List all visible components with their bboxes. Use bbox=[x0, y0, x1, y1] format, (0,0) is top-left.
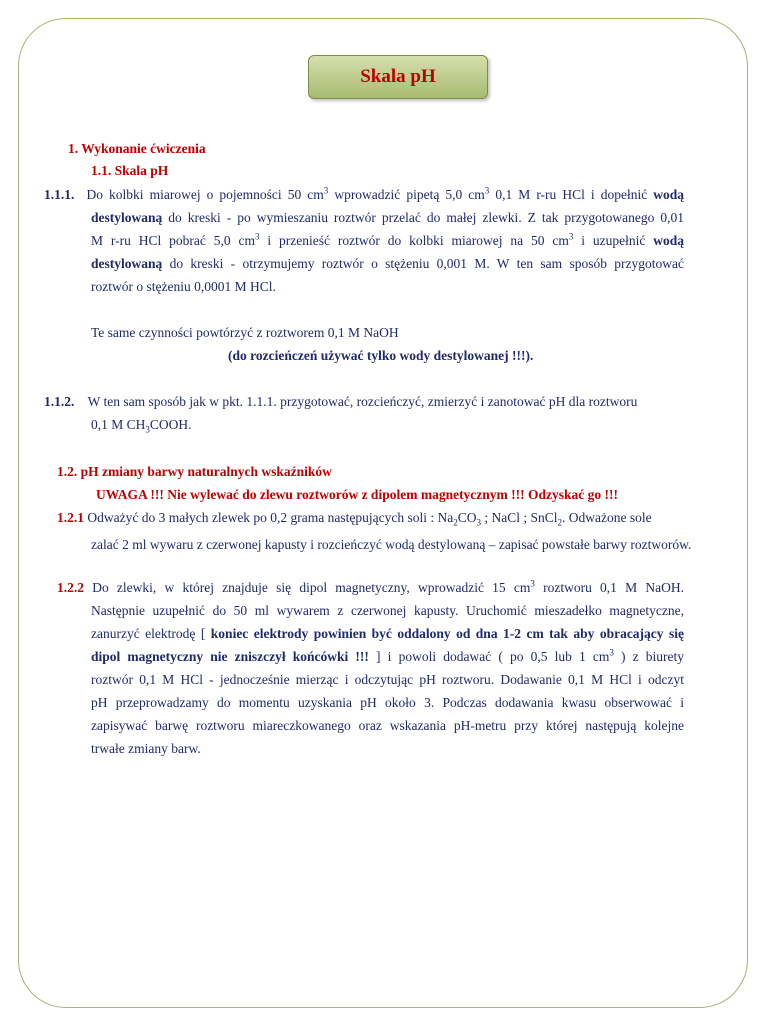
text: wprowadzić pipetą 5,0 cm bbox=[328, 187, 485, 202]
paragraph-111-line6: Te same czynności powtórzyć z roztworem 0,1 M NaOH bbox=[91, 325, 399, 340]
subsection-heading: 1.1. Skala pH bbox=[91, 163, 169, 178]
warning-text: UWAGA !!! Nie wylewać do zlewu roztworów z dipolem magnetycznym !!! Odzyskać go !!! bbox=[96, 487, 619, 502]
paragraph-111-line4 bbox=[91, 252, 684, 275]
text: do kreski - po wymieszaniu roztwór przelać do małej zlewki. Z tak przygotowanego 0,01 bbox=[162, 210, 684, 225]
paragraph-112-line2 bbox=[91, 413, 192, 436]
bold-text: destylowaną bbox=[91, 256, 163, 271]
item-number: 1.2.2 bbox=[57, 580, 84, 595]
bold-text: koniec elektrody powinien być oddalony od dna 1-2 cm tak aby obracający się bbox=[210, 626, 684, 641]
section-heading-12: 1.2. pH zmiany barwy naturalnych wskaźników bbox=[57, 464, 332, 479]
text: M r-ru HCl pobrać 5,0 cm bbox=[91, 233, 255, 248]
bold-text: wodą bbox=[653, 233, 685, 248]
subscript: 3 bbox=[145, 424, 150, 435]
paragraph-111-line2 bbox=[91, 206, 684, 229]
paragraph-121-line1 bbox=[57, 506, 737, 529]
subscript: 2 bbox=[557, 517, 563, 528]
text: ; NaCl ; SnCl bbox=[481, 510, 558, 525]
bold-text: destylowaną bbox=[91, 210, 163, 225]
text: 0,1 M r-ru HCl i dopełnić bbox=[489, 187, 654, 202]
superscript: 3 bbox=[530, 578, 535, 589]
item-number: 1.2.1 bbox=[57, 510, 84, 525]
superscript: 3 bbox=[568, 231, 574, 242]
paragraph-122-line8: trwałe zmiany barw. bbox=[91, 741, 201, 756]
item-number: 1.1.2. bbox=[44, 394, 75, 409]
item-number: 1.1.1. bbox=[44, 187, 75, 202]
superscript: 3 bbox=[254, 231, 260, 242]
bold-text: dipol magnetyczny nie zniszczył końcówki !!! bbox=[91, 649, 369, 664]
text: Do kolbki miarowej o pojemności 50 cm bbox=[86, 187, 324, 202]
text: do kreski - otrzymujemy roztwór o stężeniu 0,001 M. W ten sam sposób przygotować bbox=[162, 256, 684, 271]
paragraph-122-line5: roztwór 0,1 M HCl - jednocześnie mierząc i odczytując pH roztworu. Dodawanie 0,1 M HCl i odczyt bbox=[91, 672, 684, 687]
page-title: Skala pH bbox=[360, 66, 436, 87]
superscript: 3 bbox=[323, 185, 329, 196]
paragraph-112-line1 bbox=[44, 390, 684, 413]
title-box bbox=[308, 55, 488, 99]
text: Odważyć do 3 małych zlewek po 0,2 grama następujących soli : Na bbox=[84, 510, 454, 525]
text: ] i powoli dodawać ( po 0,5 lub 1 cm bbox=[368, 649, 610, 664]
text: W ten sam sposób jak w pkt. 1.1.1. przygotować, rozcieńczyć, zmierzyć i zanotować pH dla roztworu bbox=[87, 394, 638, 409]
paragraph-122-line1 bbox=[57, 576, 684, 599]
text: i przenieść roztwór do kolbki miarowej na 50 cm bbox=[259, 233, 569, 248]
text: i uzupełnić bbox=[573, 233, 654, 248]
section-heading: 1. Wykonanie ćwiczenia bbox=[68, 141, 206, 156]
bold-text: wodą bbox=[653, 187, 685, 202]
paragraph-111-line3 bbox=[91, 229, 684, 252]
paragraph-122-line7: zapisywać barwę roztworu miareczkowanego oraz wskazania pH-metru przy której następują kolejne bbox=[91, 718, 684, 733]
paragraph-111-note: (do rozcieńczeń używać tylko wody destylowanej !!!). bbox=[228, 348, 534, 363]
text: . Odważone sole bbox=[562, 510, 652, 525]
text: zanurzyć elektrodę [ bbox=[91, 626, 211, 641]
subscript: 3 bbox=[476, 517, 482, 528]
text: roztworu 0,1 M NaOH. bbox=[534, 580, 684, 595]
paragraph-121-line2: zalać 2 ml wywaru z czerwonej kapusty i rozcieńczyć wodą destylowaną – zapisać powstałe barwy roztworów. bbox=[91, 537, 692, 552]
text: Do zlewki, w której znajduje się dipol magnetyczny, wprowadzić 15 cm bbox=[84, 580, 531, 595]
superscript: 3 bbox=[484, 185, 490, 196]
paragraph-111-line5: roztwór o stężeniu 0,0001 M HCl. bbox=[91, 279, 276, 294]
superscript: 3 bbox=[609, 647, 614, 658]
paragraph-122-line2: Następnie uzupełnić do 50 ml wywarem z czerwonej kapusty. Uruchomić mieszadełko magnetyczne, bbox=[91, 603, 684, 618]
paragraph-122-line3 bbox=[91, 622, 684, 645]
text: CO bbox=[457, 510, 477, 525]
subscript: 2 bbox=[453, 517, 458, 528]
paragraph-111-line1 bbox=[44, 183, 684, 206]
text: 0,1 M CH bbox=[91, 417, 146, 432]
text: ) z biurety bbox=[613, 649, 684, 664]
paragraph-122-line4 bbox=[91, 645, 684, 668]
text: COOH. bbox=[149, 417, 192, 432]
paragraph-122-line6: pH przeprowadzamy do momentu uzyskania pH około 3. Podczas dodawania kwasu obserwować i bbox=[91, 695, 684, 710]
